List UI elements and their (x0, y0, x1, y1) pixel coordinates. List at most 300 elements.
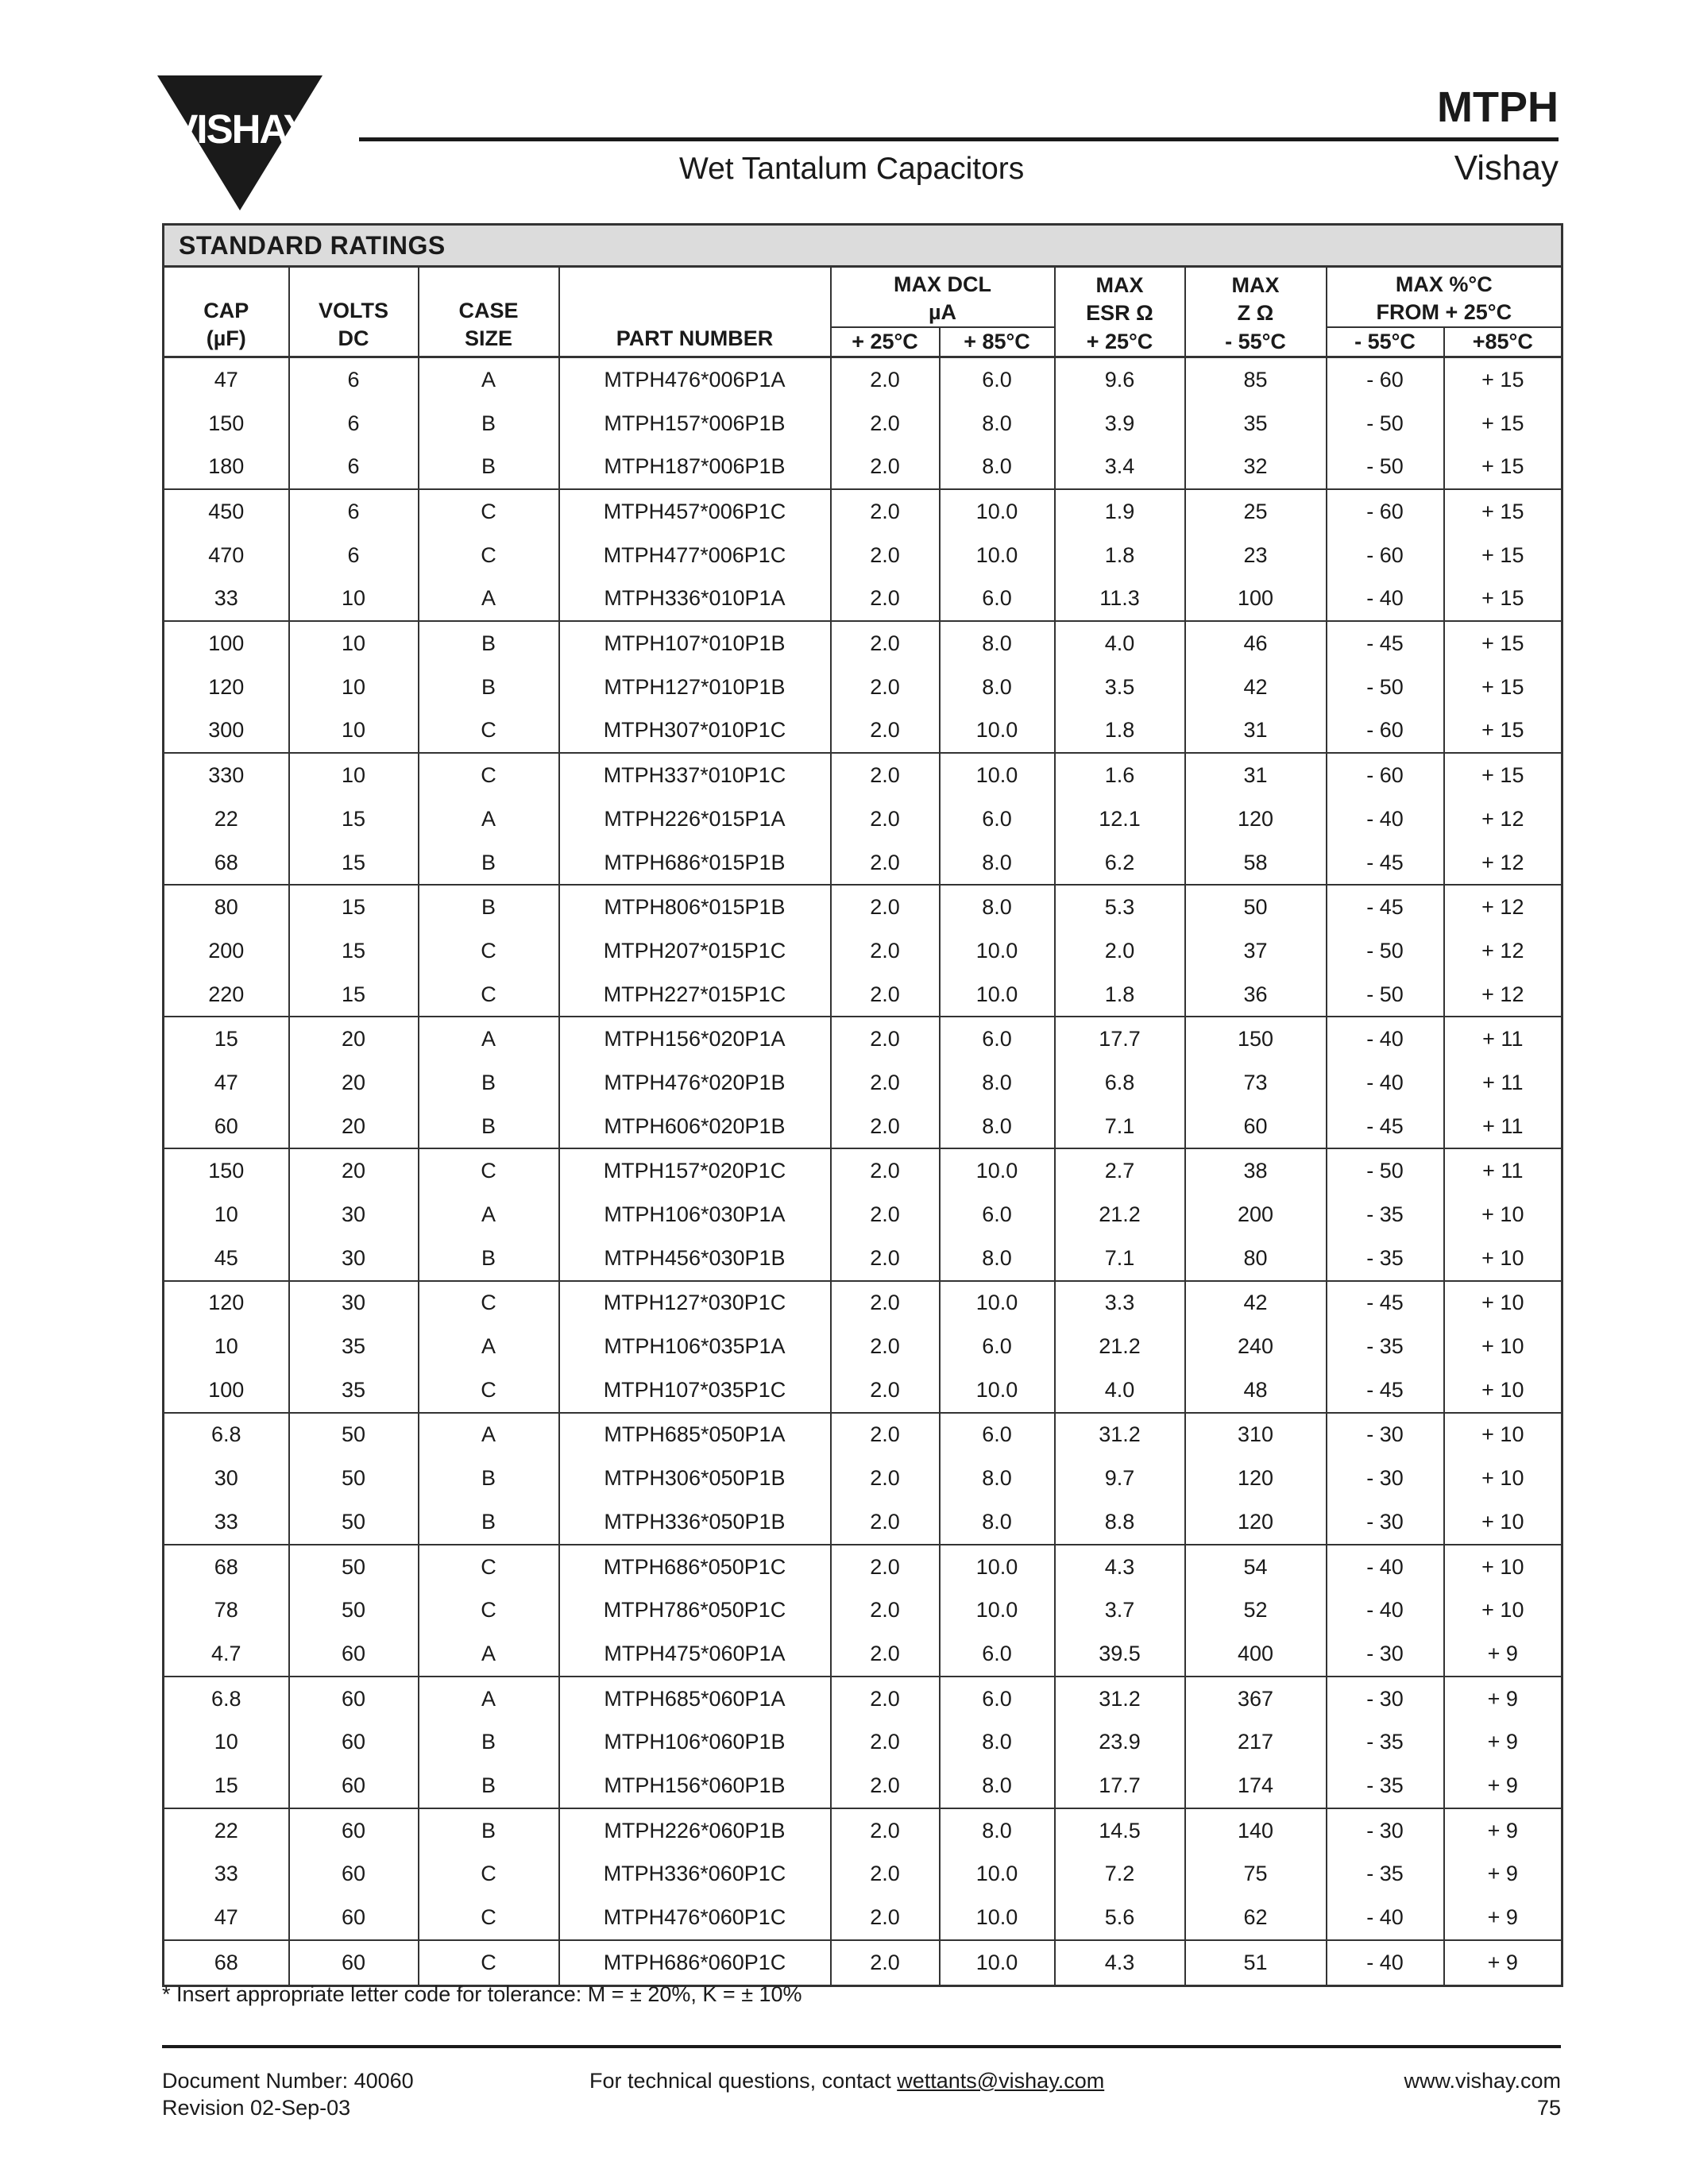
cell-dcl-85: 8.0 (940, 402, 1055, 446)
cell-esr: 23.9 (1055, 1720, 1185, 1764)
cell-dcl-25: 2.0 (831, 885, 940, 929)
cell-z: 140 (1185, 1808, 1327, 1853)
revision: Revision 02-Sep-03 (162, 2096, 351, 2120)
cell-cap: 15 (164, 1764, 289, 1808)
cell-cap: 10 (214, 1730, 238, 1754)
cell-z: 37 (1185, 929, 1327, 973)
table-row (164, 841, 1562, 886)
cell-part-number: MTPH476*060P1C (559, 1896, 831, 1940)
cell-volts: 20 (289, 1105, 419, 1149)
table-row (164, 1764, 1562, 1808)
website-link[interactable]: www.vishay.com (1404, 2069, 1561, 2093)
cell-dcl-25: 2.0 (831, 1148, 940, 1193)
cell-dcl-25: 2.0 (831, 1500, 940, 1545)
cell-dcl-25: 2.0 (831, 1413, 940, 1457)
cell-part-number: MTPH786*050P1C (559, 1588, 831, 1632)
cell-pct-p85: + 15 (1444, 534, 1562, 577)
cell-volts: 15 (289, 797, 419, 841)
cell-z: 240 (1185, 1325, 1327, 1368)
cell-case: B (419, 1808, 559, 1853)
cell-z: 25 (1185, 489, 1327, 534)
cell-volts: 50 (289, 1588, 419, 1632)
cell-part-number: MTPH226*015P1A (559, 797, 831, 841)
cell-pct-m55: - 30 (1327, 1457, 1444, 1500)
table-row (164, 577, 1562, 622)
cell-pct-p85: + 10 (1444, 1237, 1562, 1281)
table-row (164, 1940, 1562, 1985)
cell-pct-m55: - 30 (1327, 1677, 1444, 1721)
cell-pct-p85: + 10 (1444, 1457, 1562, 1500)
cell-dcl-85: 10.0 (940, 1545, 1055, 1589)
cell-pct-m55: - 50 (1327, 929, 1444, 973)
cell-pct-p85: + 9 (1444, 1720, 1562, 1764)
cell-dcl-85: 8.0 (940, 1237, 1055, 1281)
table-row (164, 1325, 1562, 1368)
cell-cap: 150 (208, 411, 245, 435)
cell-esr: 6.2 (1055, 841, 1185, 886)
cell-esr: 12.1 (1055, 797, 1185, 841)
cell-pct-m55: - 60 (1327, 489, 1444, 534)
table-row (164, 1193, 1562, 1237)
cell-case: B (419, 402, 559, 446)
cell-volts: 50 (289, 1545, 419, 1589)
cell-dcl-85: 8.0 (940, 1061, 1055, 1105)
header-max-pct: MAX %°C FROM + 25°C (1327, 267, 1562, 328)
cell-part-number: MTPH106*030P1A (559, 1193, 831, 1237)
cell-dcl-25: 2.0 (831, 753, 940, 797)
cell-pct-p85: + 15 (1444, 489, 1562, 534)
cell-esr: 9.7 (1055, 1457, 1185, 1500)
cell-esr: 17.7 (1055, 1017, 1185, 1061)
cell-case: A (419, 357, 559, 402)
table-row (164, 797, 1562, 841)
cell-z: 23 (1185, 534, 1327, 577)
cell-cap: 150 (208, 1159, 245, 1183)
cell-dcl-25: 2.0 (831, 1808, 940, 1853)
cell-case: C (419, 489, 559, 534)
vishay-logo (157, 75, 323, 210)
cell-part-number: MTPH456*030P1B (559, 1237, 831, 1281)
cell-esr: 8.8 (1055, 1500, 1185, 1545)
table-row (164, 445, 1562, 489)
cell-pct-p85: + 10 (1444, 1545, 1562, 1589)
cell-cap: 120 (208, 1291, 245, 1315)
cell-pct-p85: + 15 (1444, 709, 1562, 754)
cell-volts: 60 (289, 1720, 419, 1764)
cell-dcl-25: 2.0 (831, 666, 940, 709)
cell-esr: 31.2 (1055, 1677, 1185, 1721)
cell-case: A (419, 1193, 559, 1237)
cell-pct-m55: - 40 (1327, 797, 1444, 841)
cell-cap: 68 (164, 841, 289, 886)
cell-case: B (419, 885, 559, 929)
header-max-esr: MAX ESR Ω (1055, 267, 1185, 328)
cell-pct-p85: + 9 (1444, 1677, 1562, 1721)
cell-z: 310 (1185, 1413, 1327, 1457)
cell-z: 367 (1185, 1677, 1327, 1721)
header-dcl-25: + 25°C (831, 327, 940, 357)
table-row (164, 1237, 1562, 1281)
cell-part-number: MTPH685*050P1A (559, 1413, 831, 1457)
cell-cap: 45 (164, 1237, 289, 1281)
cell-dcl-85: 10.0 (940, 1281, 1055, 1325)
cell-dcl-25: 2.0 (831, 1632, 940, 1677)
cell-dcl-25: 2.0 (831, 1457, 940, 1500)
standard-ratings-table (162, 223, 1563, 1987)
cell-pct-p85: + 10 (1444, 1325, 1562, 1368)
cell-case: C (419, 709, 559, 754)
cell-z: 400 (1185, 1632, 1327, 1677)
cell-pct-m55: - 30 (1327, 1413, 1444, 1457)
table-row (164, 1588, 1562, 1632)
cell-dcl-85: 10.0 (940, 489, 1055, 534)
cell-case: C (419, 1588, 559, 1632)
cell-esr: 31.2 (1055, 1413, 1185, 1457)
cell-volts: 35 (289, 1325, 419, 1368)
cell-part-number: MTPH336*010P1A (559, 577, 831, 622)
cell-pct-m55: - 30 (1327, 1632, 1444, 1677)
cell-z: 73 (1185, 1061, 1327, 1105)
cell-z: 62 (1185, 1896, 1327, 1940)
table-row (164, 1677, 1562, 1721)
cell-case: B (419, 1720, 559, 1764)
header-cap: CAP (µF) (164, 267, 289, 357)
cell-dcl-85: 6.0 (940, 797, 1055, 841)
cell-dcl-85: 6.0 (940, 1325, 1055, 1368)
cell-esr: 1.6 (1055, 753, 1185, 797)
cell-z: 52 (1185, 1588, 1327, 1632)
cell-pct-p85: + 15 (1444, 402, 1562, 446)
cell-pct-p85: + 15 (1444, 445, 1562, 489)
header-part-number: PART NUMBER (559, 267, 831, 357)
cell-cap: 30 (214, 1466, 238, 1491)
cell-pct-m55: - 45 (1327, 885, 1444, 929)
cell-esr: 3.3 (1055, 1281, 1185, 1325)
cell-cap: 6.8 (211, 1422, 241, 1447)
cell-part-number: MTPH685*060P1A (559, 1677, 831, 1721)
cell-cap: 330 (208, 763, 245, 788)
cell-volts: 30 (289, 1281, 419, 1325)
cell-dcl-25: 2.0 (831, 1193, 940, 1237)
cell-dcl-25: 2.0 (831, 1940, 940, 1985)
cell-volts: 6 (289, 445, 419, 489)
cell-pct-m55: - 35 (1327, 1193, 1444, 1237)
cell-z: 46 (1185, 621, 1327, 666)
cell-dcl-85: 10.0 (940, 929, 1055, 973)
cell-pct-p85: + 12 (1444, 797, 1562, 841)
cell-case: A (419, 1017, 559, 1061)
cell-z: 48 (1185, 1368, 1327, 1413)
cell-volts: 10 (289, 709, 419, 754)
table-row (164, 1632, 1562, 1677)
table-row (164, 1500, 1562, 1545)
cell-part-number: MTPH457*006P1C (559, 489, 831, 534)
cell-dcl-25: 2.0 (831, 489, 940, 534)
cell-pct-p85: + 11 (1444, 1148, 1562, 1193)
tolerance-footnote: * Insert appropriate letter code for tolerance: M = ± 20%, K = ± 10% (162, 1982, 802, 2006)
cell-pct-p85: + 11 (1444, 1061, 1562, 1105)
cell-esr: 3.7 (1055, 1588, 1185, 1632)
cell-pct-m55: - 60 (1327, 753, 1444, 797)
brand-name: Vishay (1454, 149, 1559, 187)
table-row (164, 357, 1562, 402)
contact-email-link[interactable]: wettants@vishay.com (897, 2069, 1105, 2093)
cell-cap: 10 (214, 1202, 238, 1226)
cell-pct-p85: + 12 (1444, 929, 1562, 973)
cell-volts: 15 (289, 929, 419, 973)
cell-pct-p85: + 10 (1444, 1413, 1562, 1457)
cell-volts: 50 (289, 1457, 419, 1500)
cell-cap: 470 (208, 542, 245, 567)
cell-pct-p85: + 12 (1444, 841, 1562, 886)
cell-volts: 20 (289, 1061, 419, 1105)
header-pct-m55: - 55°C (1327, 327, 1444, 357)
cell-part-number: MTPH337*010P1C (559, 753, 831, 797)
cell-esr: 21.2 (1055, 1193, 1185, 1237)
cell-dcl-85: 10.0 (940, 1896, 1055, 1940)
footer-contact (589, 2067, 1104, 2094)
cell-dcl-25: 2.0 (831, 973, 940, 1017)
cell-pct-m55: - 40 (1327, 577, 1444, 622)
logo-text: VISHAY (171, 106, 309, 152)
cell-case: C (419, 534, 559, 577)
cell-volts: 15 (289, 973, 419, 1017)
cell-cap: 47 (164, 1896, 289, 1940)
table-row (164, 929, 1562, 973)
cell-part-number: MTPH227*015P1C (559, 973, 831, 1017)
cell-esr: 2.7 (1055, 1148, 1185, 1193)
cell-cap: 15 (214, 1027, 238, 1051)
cell-case: B (419, 1457, 559, 1500)
cell-case: C (419, 753, 559, 797)
cell-dcl-85: 6.0 (940, 1413, 1055, 1457)
cell-pct-p85: + 9 (1444, 1896, 1562, 1940)
cell-case: C (419, 929, 559, 973)
cell-dcl-25: 2.0 (831, 445, 940, 489)
cell-part-number: MTPH336*060P1C (559, 1852, 831, 1896)
cell-cap: 450 (208, 500, 245, 523)
cell-dcl-25: 2.0 (831, 1281, 940, 1325)
cell-pct-p85: + 15 (1444, 666, 1562, 709)
cell-z: 50 (1185, 885, 1327, 929)
cell-part-number: MTPH106*060P1B (559, 1720, 831, 1764)
table-row (164, 1852, 1562, 1896)
table-row (164, 709, 1562, 754)
cell-pct-m55: - 60 (1327, 709, 1444, 754)
cell-esr: 5.6 (1055, 1896, 1185, 1940)
cell-pct-p85: + 9 (1444, 1808, 1562, 1853)
cell-pct-p85: + 9 (1444, 1632, 1562, 1677)
cell-dcl-25: 2.0 (831, 841, 940, 886)
cell-dcl-25: 2.0 (831, 1852, 940, 1896)
cell-dcl-85: 6.0 (940, 1017, 1055, 1061)
cell-case: C (419, 1896, 559, 1940)
cell-cap: 60 (164, 1105, 289, 1149)
cell-dcl-85: 8.0 (940, 1500, 1055, 1545)
cell-cap: 22 (214, 806, 238, 831)
cell-volts: 6 (289, 357, 419, 402)
cell-pct-m55: - 45 (1327, 1105, 1444, 1149)
document-number: Document Number: 40060 (162, 2069, 414, 2093)
cell-dcl-85: 8.0 (940, 1720, 1055, 1764)
cell-dcl-85: 10.0 (940, 709, 1055, 754)
cell-pct-p85: + 12 (1444, 885, 1562, 929)
footer-site-info (1404, 2067, 1561, 2121)
cell-pct-m55: - 40 (1327, 1588, 1444, 1632)
cell-z: 217 (1185, 1720, 1327, 1764)
table-row (164, 1148, 1562, 1193)
table-row (164, 666, 1562, 709)
cell-pct-m55: - 35 (1327, 1237, 1444, 1281)
cell-z: 120 (1185, 1457, 1327, 1500)
cell-dcl-25: 2.0 (831, 1325, 940, 1368)
cell-pct-p85: + 15 (1444, 577, 1562, 622)
cell-volts: 60 (289, 1764, 419, 1808)
cell-dcl-25: 2.0 (831, 357, 940, 402)
cell-case: C (419, 1148, 559, 1193)
cell-dcl-25: 2.0 (831, 797, 940, 841)
cell-dcl-25: 2.0 (831, 1896, 940, 1940)
cell-z: 32 (1185, 445, 1327, 489)
cell-volts: 6 (289, 534, 419, 577)
table-row (164, 1368, 1562, 1413)
cell-pct-p85: + 15 (1444, 621, 1562, 666)
cell-cap: 10 (214, 1334, 238, 1359)
cell-pct-p85: + 9 (1444, 1764, 1562, 1808)
cell-pct-m55: - 35 (1327, 1764, 1444, 1808)
table-row (164, 753, 1562, 797)
cell-z: 31 (1185, 753, 1327, 797)
cell-dcl-85: 8.0 (940, 621, 1055, 666)
page-number: 75 (1536, 2096, 1561, 2120)
cell-dcl-85: 8.0 (940, 841, 1055, 886)
cell-esr: 39.5 (1055, 1632, 1185, 1677)
cell-pct-p85: + 10 (1444, 1588, 1562, 1632)
cell-pct-m55: - 60 (1327, 357, 1444, 402)
cell-volts: 30 (289, 1237, 419, 1281)
cell-pct-m55: - 50 (1327, 445, 1444, 489)
cell-part-number: MTPH157*006P1B (559, 402, 831, 446)
cell-volts: 60 (289, 1940, 419, 1985)
cell-pct-m55: - 40 (1327, 1545, 1444, 1589)
cell-case: B (419, 841, 559, 886)
cell-pct-m55: - 50 (1327, 973, 1444, 1017)
cell-z: 58 (1185, 841, 1327, 886)
cell-volts: 10 (289, 666, 419, 709)
cell-part-number: MTPH207*015P1C (559, 929, 831, 973)
cell-cap: 68 (214, 1950, 238, 1974)
cell-case: B (419, 1061, 559, 1105)
cell-volts: 20 (289, 1017, 419, 1061)
cell-dcl-85: 10.0 (940, 1588, 1055, 1632)
header-max-dcl: MAX DCL µA (831, 267, 1055, 328)
cell-volts: 60 (289, 1852, 419, 1896)
cell-z: 60 (1185, 1105, 1327, 1149)
footer-rule (162, 2045, 1561, 2048)
cell-part-number: MTPH127*010P1B (559, 666, 831, 709)
cell-dcl-85: 8.0 (940, 666, 1055, 709)
cell-part-number: MTPH306*050P1B (559, 1457, 831, 1500)
cell-part-number: MTPH686*015P1B (559, 841, 831, 886)
cell-dcl-25: 2.0 (831, 402, 940, 446)
cell-z: 174 (1185, 1764, 1327, 1808)
cell-volts: 60 (289, 1808, 419, 1853)
cell-z: 51 (1185, 1940, 1327, 1985)
cell-volts: 15 (289, 885, 419, 929)
cell-pct-m55: - 50 (1327, 666, 1444, 709)
cell-pct-p85: + 10 (1444, 1500, 1562, 1545)
cell-case: B (419, 1500, 559, 1545)
cell-cap: 6.8 (211, 1686, 241, 1711)
cell-volts: 10 (289, 577, 419, 622)
cell-cap: 80 (214, 895, 238, 920)
cell-cap: 68 (214, 1554, 238, 1579)
cell-dcl-25: 2.0 (831, 621, 940, 666)
table-row (164, 1896, 1562, 1940)
table-row (164, 973, 1562, 1017)
cell-esr: 1.8 (1055, 973, 1185, 1017)
table-row (164, 1281, 1562, 1325)
cell-cap: 100 (164, 1368, 289, 1413)
cell-part-number: MTPH806*015P1B (559, 885, 831, 929)
cell-esr: 4.0 (1055, 621, 1185, 666)
cell-part-number: MTPH156*020P1A (559, 1017, 831, 1061)
cell-part-number: MTPH156*060P1B (559, 1764, 831, 1808)
table-title: STANDARD RATINGS (164, 225, 1562, 267)
cell-case: C (419, 1852, 559, 1896)
cell-z: 120 (1185, 797, 1327, 841)
cell-esr: 21.2 (1055, 1325, 1185, 1368)
cell-pct-p85: + 10 (1444, 1193, 1562, 1237)
cell-dcl-25: 2.0 (831, 577, 940, 622)
cell-esr: 14.5 (1055, 1808, 1185, 1853)
cell-cap: 100 (208, 631, 245, 656)
cell-esr: 1.8 (1055, 534, 1185, 577)
cell-cap: 220 (164, 973, 289, 1017)
cell-z: 80 (1185, 1237, 1327, 1281)
cell-volts: 35 (289, 1368, 419, 1413)
cell-z: 42 (1185, 666, 1327, 709)
cell-pct-m55: - 30 (1327, 1500, 1444, 1545)
cell-z: 150 (1185, 1017, 1327, 1061)
cell-pct-p85: + 9 (1444, 1940, 1562, 1985)
cell-z: 85 (1185, 357, 1327, 402)
cell-case: C (419, 973, 559, 1017)
cell-esr: 4.0 (1055, 1368, 1185, 1413)
cell-dcl-85: 8.0 (940, 1764, 1055, 1808)
cell-part-number: MTPH127*030P1C (559, 1281, 831, 1325)
cell-dcl-25: 2.0 (831, 1588, 940, 1632)
cell-esr: 2.0 (1055, 929, 1185, 973)
cell-dcl-85: 10.0 (940, 1940, 1055, 1985)
cell-case: B (419, 445, 559, 489)
cell-pct-m55: - 45 (1327, 841, 1444, 886)
cell-pct-p85: + 11 (1444, 1105, 1562, 1149)
cell-dcl-25: 2.0 (831, 1368, 940, 1413)
cell-pct-m55: - 50 (1327, 402, 1444, 446)
cell-pct-m55: - 45 (1327, 1368, 1444, 1413)
cell-pct-m55: - 45 (1327, 1281, 1444, 1325)
cell-esr: 7.1 (1055, 1237, 1185, 1281)
cell-dcl-25: 2.0 (831, 1720, 940, 1764)
product-title: MTPH (1437, 83, 1559, 131)
cell-part-number: MTPH477*006P1C (559, 534, 831, 577)
cell-dcl-25: 2.0 (831, 1545, 940, 1589)
cell-part-number: MTPH476*020P1B (559, 1061, 831, 1105)
cell-z: 200 (1185, 1193, 1327, 1237)
cell-part-number: MTPH187*006P1B (559, 445, 831, 489)
table-row (164, 402, 1562, 446)
